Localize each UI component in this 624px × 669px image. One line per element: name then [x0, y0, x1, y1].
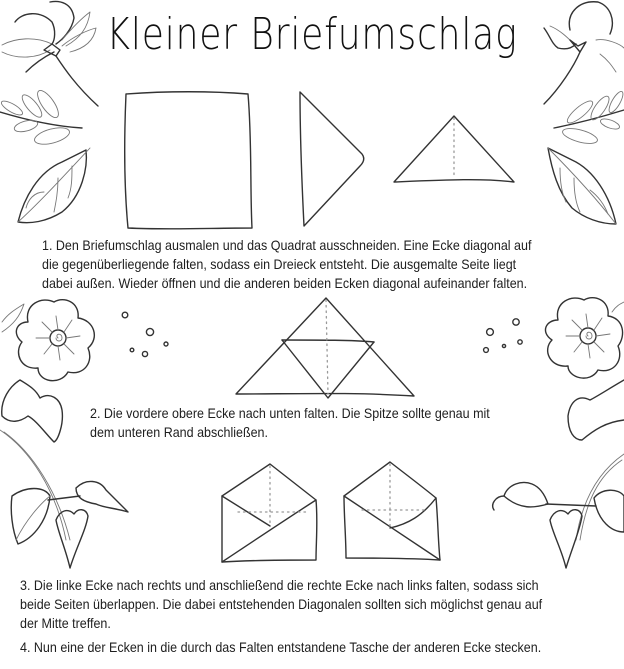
branch-right-illustration	[550, 94, 624, 149]
step-1-line-1: 1. Den Briefumschlag ausmalen und das Quadrat ausschneiden. Eine Ecke diagonal auf	[42, 238, 532, 253]
step-1-text	[42, 236, 531, 293]
page-title: Kleiner Briefumschlag	[106, 9, 518, 60]
envelope-both-folded-illustration	[342, 460, 442, 562]
step-2-line-1: 2. Die vordere obere Ecke nach unten falten. Die Spitze sollte genau mit	[90, 406, 490, 421]
triangle-folded-tip-illustration	[232, 294, 418, 400]
leaf-left-illustration	[14, 148, 94, 228]
step-2-line-2: dem unteren Rand abschließen.	[90, 425, 268, 440]
step-3-line-1: 3. Die linke Ecke nach rechts und anschließend die rechte Ecke nach links falten, sodass sich	[20, 578, 539, 593]
step-4-line-1: 4. Nun eine der Ecken in die durch das Falten entstandene Tasche der anderen Ecke stecken.	[20, 640, 542, 655]
step-2-text	[90, 404, 490, 442]
leaf-right-illustration	[546, 148, 620, 228]
dots-right-illustration	[480, 316, 530, 356]
step-4-text	[20, 638, 541, 657]
branch-left-illustration	[0, 92, 90, 147]
blossom-left-illustration	[2, 292, 102, 384]
step-3-text	[20, 576, 542, 633]
flower-top-left-illustration	[0, 0, 110, 80]
vine-right-illustration	[486, 380, 624, 580]
flower-top-right-illustration	[540, 0, 624, 106]
step-1-line-2: die gegenüberliegende falten, sodass ein Dreieck entsteht. Die ausgemalte Seite liegt	[42, 257, 517, 272]
step-1-line-3: dabei außen. Wieder öffnen und die anderen beiden Ecken diagonal aufeinander falten.	[42, 276, 528, 291]
vine-left-illustration	[0, 380, 140, 580]
step-3-line-3: der Mitte treffen.	[20, 616, 111, 631]
envelope-left-folded-illustration	[218, 462, 318, 562]
triangle-right-illustration	[298, 90, 368, 230]
square-paper-illustration	[122, 90, 252, 230]
blossom-right-illustration	[532, 290, 624, 380]
dots-left-illustration	[120, 310, 170, 360]
triangle-crease-illustration	[392, 112, 516, 186]
step-3-line-2: beide Seiten überlappen. Die dabei entstehenden Diagonalen sollten sich möglichst genau auf	[20, 597, 543, 612]
